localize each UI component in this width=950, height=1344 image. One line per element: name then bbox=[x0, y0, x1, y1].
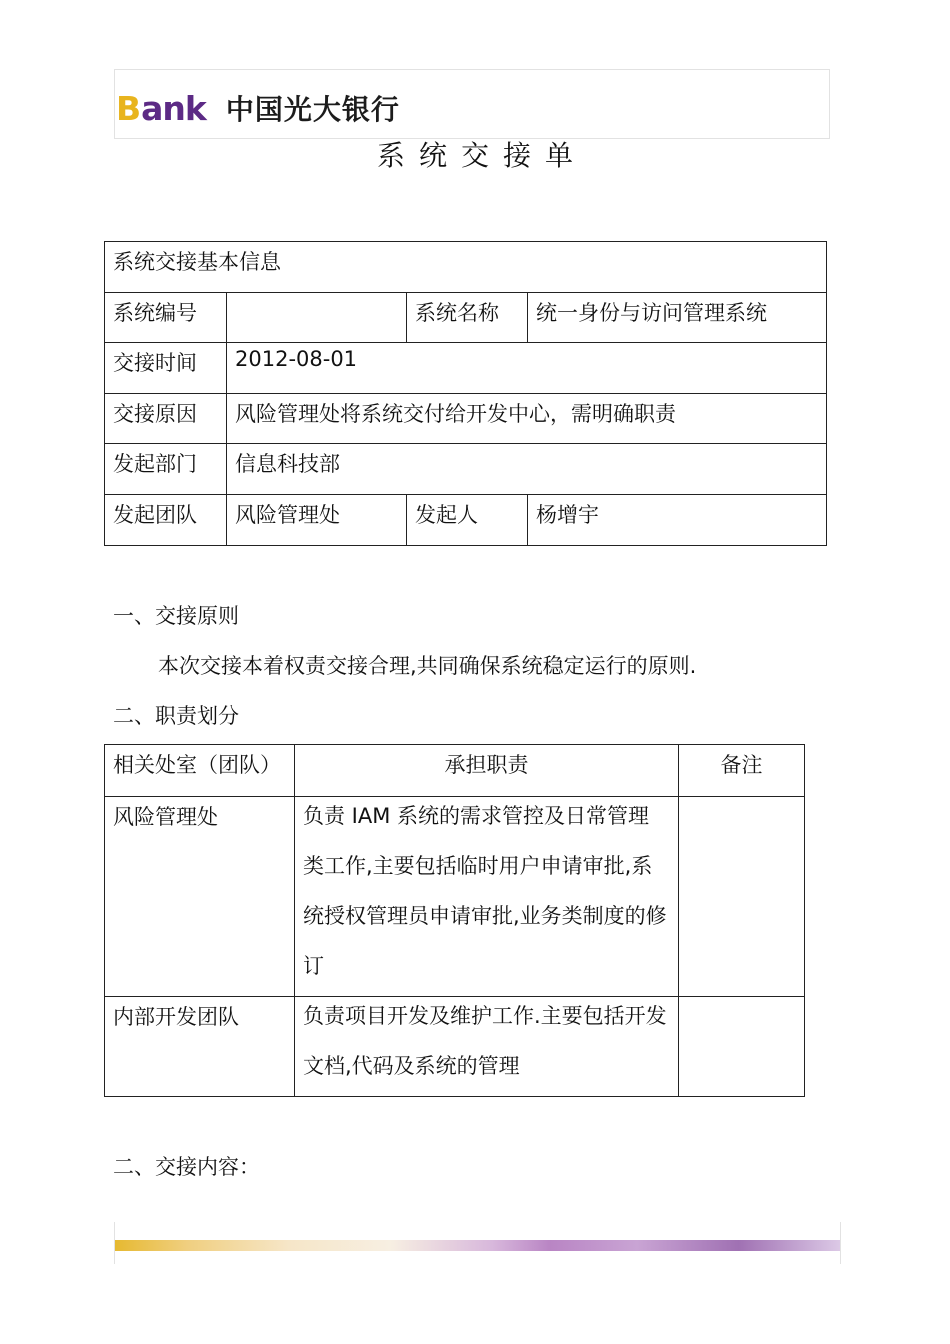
system-no-label: 系统编号 bbox=[105, 292, 227, 343]
team-value: 风险管理处 bbox=[227, 494, 407, 545]
document-title: 系统交接单 bbox=[376, 139, 587, 172]
department-value: 信息科技部 bbox=[227, 444, 827, 495]
department-label: 发起部门 bbox=[105, 444, 227, 495]
section-duty-heading: 二、职责划分 bbox=[113, 704, 239, 728]
duty-row-team: 内部开发团队 bbox=[105, 997, 295, 1097]
duty-row-duty-text: 负责 IAM 系统的需求管控及日常管理类工作,主要包括临时用户申请审批,系统授权管理员申请审批,业务类制度的修订 bbox=[303, 804, 667, 978]
duty-row-team: 风险管理处 bbox=[105, 797, 295, 997]
system-name-label: 系统名称 bbox=[407, 292, 528, 343]
basic-info-table bbox=[104, 241, 827, 546]
duty-row-note bbox=[679, 797, 805, 997]
duty-row-duty bbox=[295, 797, 679, 997]
duty-row-duty-text: 负责项目开发及维护工作.主要包括开发文档,代码及系统的管理 bbox=[303, 1004, 667, 1078]
footer-decorative-stripe bbox=[115, 1240, 840, 1251]
handover-time-label: 交接时间 bbox=[105, 343, 227, 394]
team-label: 发起团队 bbox=[105, 494, 227, 545]
section-principle-text: 本次交接本着权责交接合理,共同确保系统稳定运行的原则. bbox=[158, 654, 697, 678]
duty-row-note bbox=[679, 997, 805, 1097]
section-content-heading: 二、交接内容： bbox=[113, 1155, 260, 1179]
duty-row-duty bbox=[295, 997, 679, 1097]
logo-letter-b: B bbox=[116, 88, 142, 128]
duty-header-team: 相关处室（团队） bbox=[105, 745, 295, 797]
logo-chinese: 中国光大银行 bbox=[225, 93, 400, 126]
system-no-value bbox=[227, 292, 407, 343]
duty-header-duty: 承担职责 bbox=[295, 745, 679, 797]
initiator-label: 发起人 bbox=[407, 494, 528, 545]
duty-header-note: 备注 bbox=[679, 745, 805, 797]
handover-reason-label: 交接原因 bbox=[105, 393, 227, 444]
info-table-header: 系统交接基本信息 bbox=[105, 242, 827, 293]
handover-time-value: 2012-08-01 bbox=[227, 343, 827, 394]
bank-logo bbox=[116, 88, 400, 128]
logo-english: ank bbox=[141, 88, 206, 128]
handover-reason-value: 风险管理处将系统交付给开发中心，需明确职责 bbox=[227, 393, 827, 444]
initiator-value: 杨增宇 bbox=[528, 494, 827, 545]
duty-table bbox=[104, 744, 805, 1097]
system-name-value: 统一身份与访问管理系统 bbox=[528, 292, 827, 343]
section-principle-heading: 一、交接原则 bbox=[113, 604, 239, 628]
